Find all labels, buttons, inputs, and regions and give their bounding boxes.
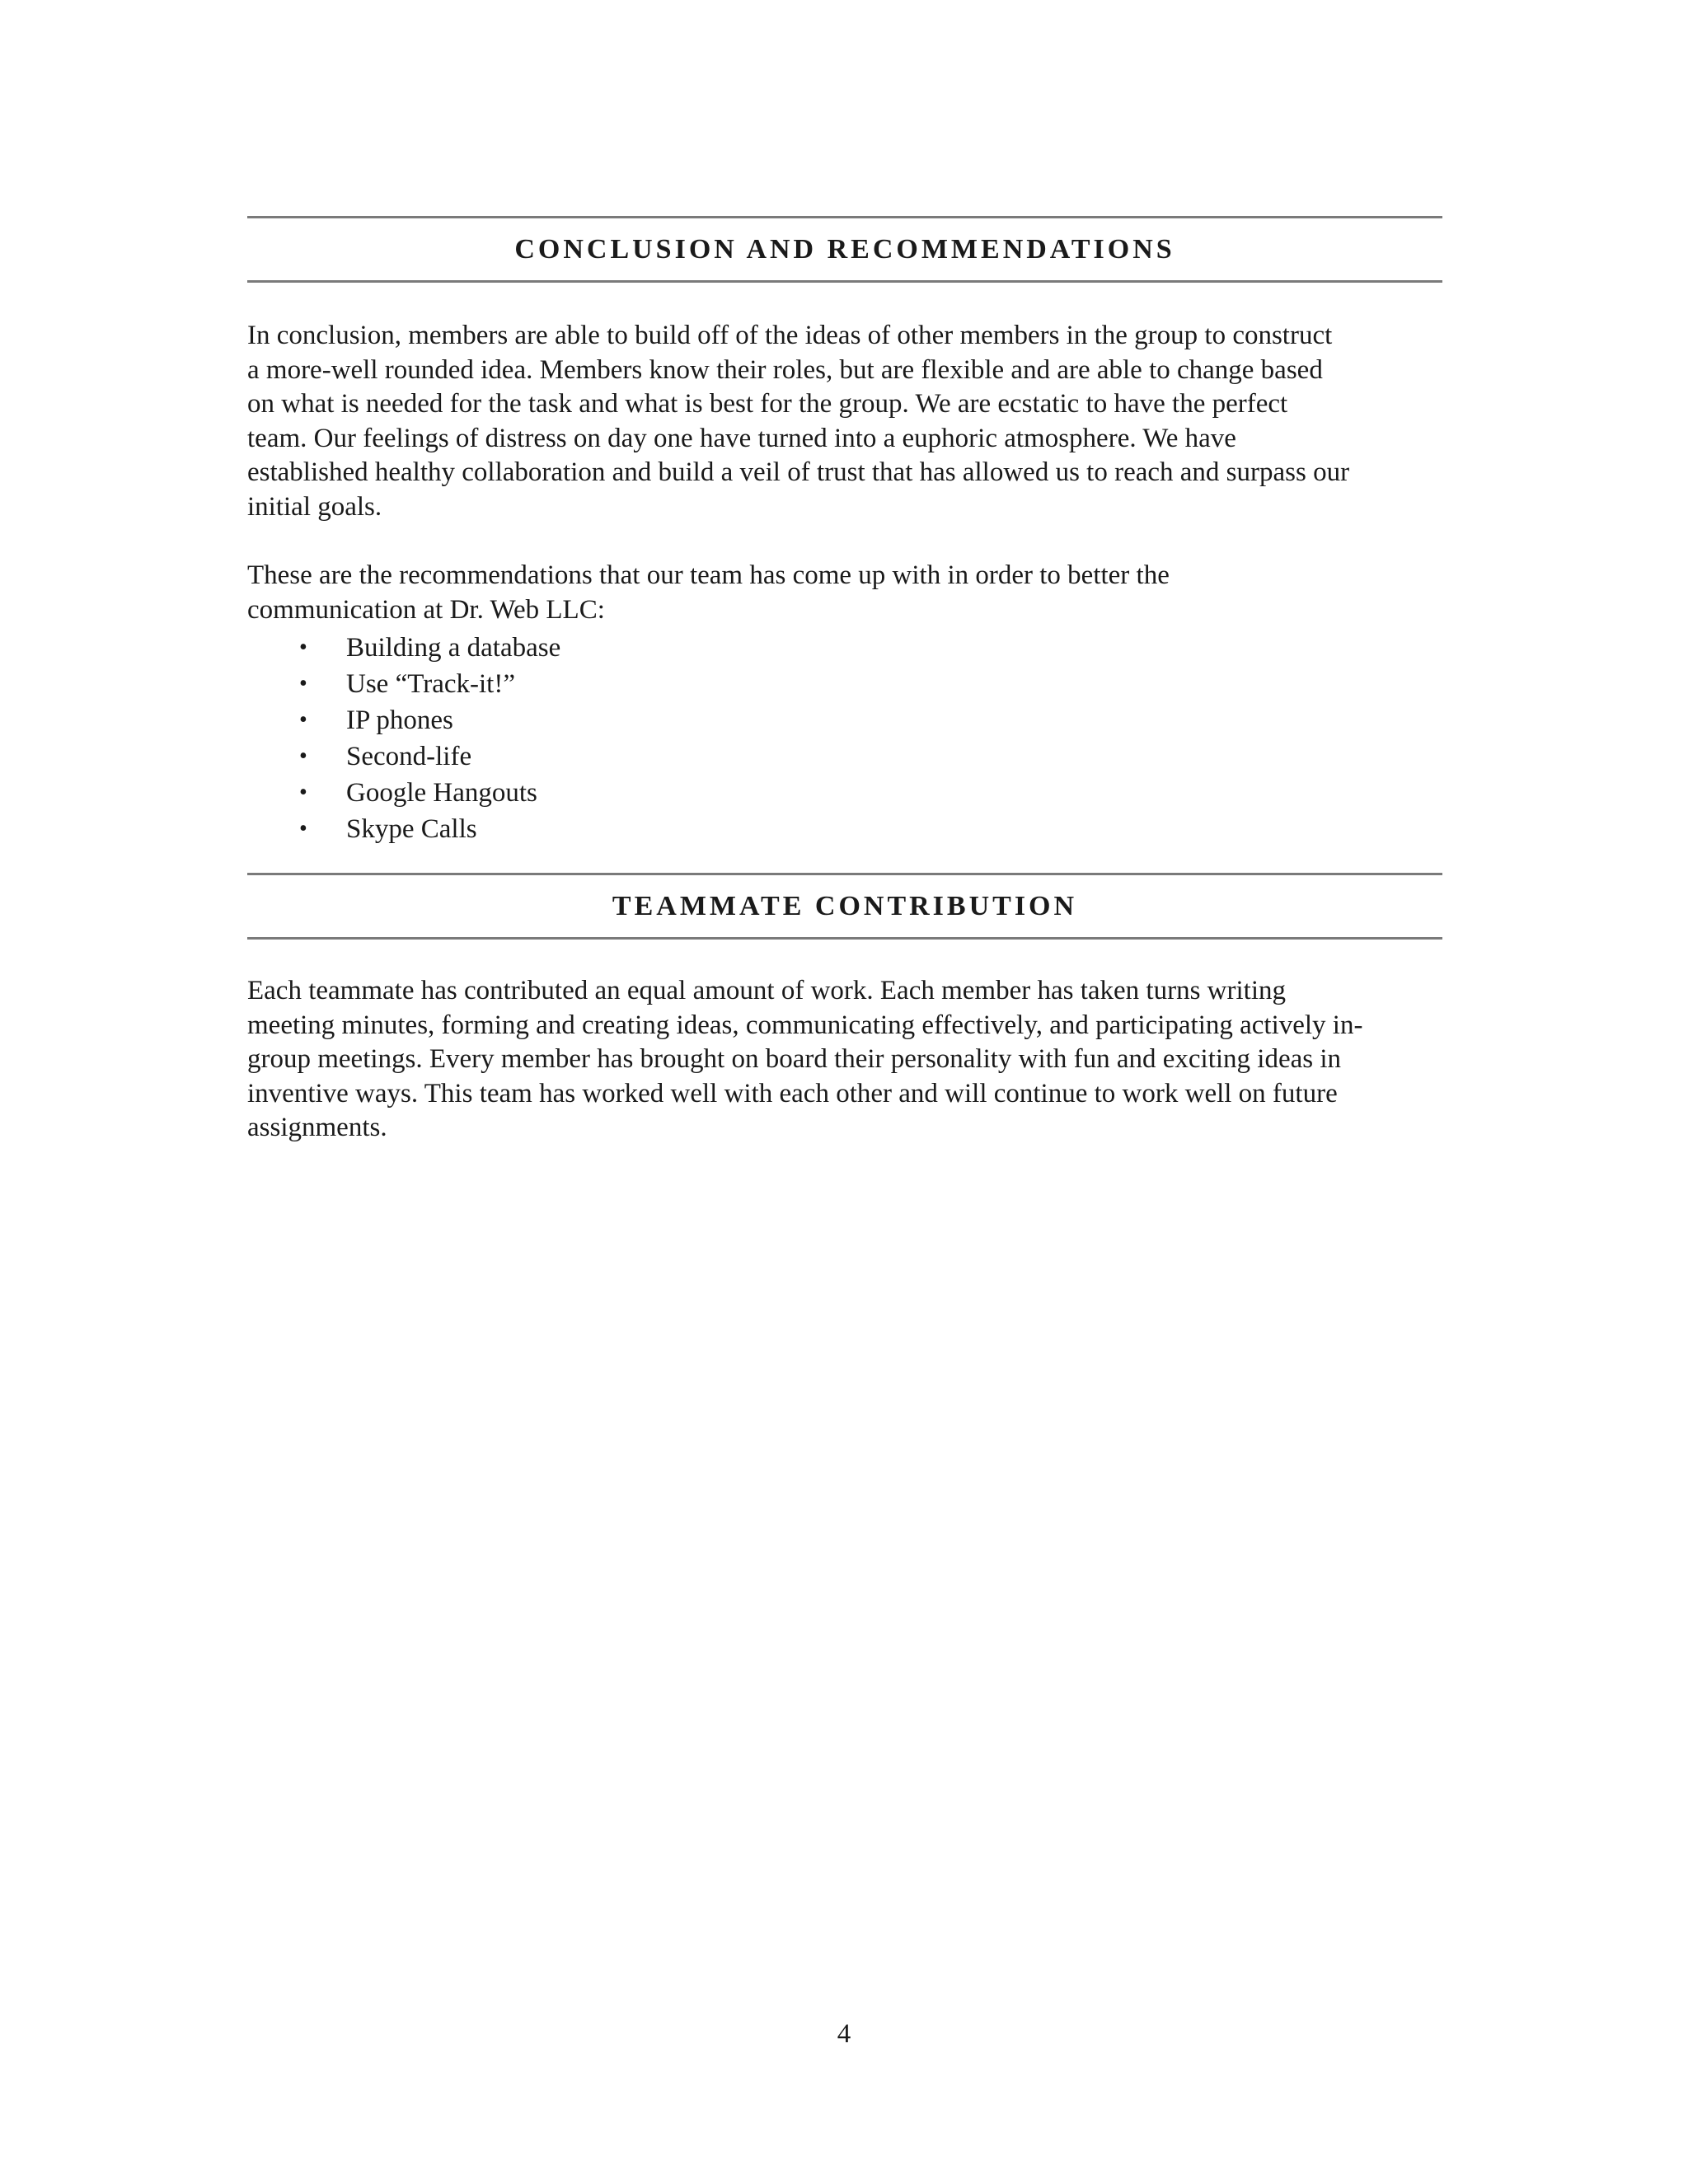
paragraph-line: established healthy collaboration and build a veil of trust that has allowed us to reach and surpass our: [247, 457, 1350, 487]
contribution-paragraph: [247, 974, 1442, 1146]
list-item-text: Google Hangouts: [346, 778, 537, 808]
list-item: [247, 666, 1442, 702]
section-title: TEAMMATE CONTRIBUTION: [612, 890, 1078, 921]
list-item: [247, 630, 1442, 666]
section-header-conclusion: [247, 216, 1442, 283]
bullet-icon: •: [299, 816, 307, 841]
paragraph-line: communication at Dr. Web LLC:: [247, 594, 605, 625]
paragraph-line: group meetings. Every member has brought on board their personality with fun and exciting ideas in: [247, 1044, 1342, 1074]
page-number: 4: [837, 2019, 851, 2049]
list-item-text: Second-life: [346, 742, 472, 771]
paragraph-line: assignments.: [247, 1113, 387, 1142]
paragraph-line: inventive ways. This team has worked well with each other and will continue to work well on future: [247, 1078, 1338, 1108]
list-item-text: IP phones: [346, 705, 453, 735]
bullet-icon: •: [299, 635, 307, 660]
paragraph-line: initial goals.: [247, 491, 382, 522]
list-item-text: Building a database: [346, 633, 561, 663]
bullet-icon: •: [299, 707, 307, 733]
paragraph-line: meeting minutes, forming and creating ideas, communicating effectively, and participating actively in-: [247, 1010, 1363, 1040]
list-item: [247, 811, 1442, 847]
bullet-icon: •: [299, 671, 307, 696]
page-content: [247, 216, 1442, 1146]
list-item: [247, 738, 1442, 775]
conclusion-paragraph: [247, 319, 1442, 524]
paragraph-line: on what is needed for the task and what is best for the group. We are ecstatic to have the perfect: [247, 389, 1288, 419]
paragraph-line: These are the recommendations that our team has come up with in order to better the: [247, 560, 1170, 590]
paragraph-line: Each teammate has contributed an equal amount of work. Each member has taken turns writing: [247, 976, 1286, 1005]
list-item-text: Skype Calls: [346, 814, 477, 844]
bullet-icon: •: [299, 743, 307, 769]
paragraph-line: In conclusion, members are able to build off of the ideas of other members in the group to construct: [247, 321, 1333, 350]
paragraph-line: a more-well rounded idea. Members know their roles, but are flexible and are able to change based: [247, 354, 1323, 385]
list-item-text: Use “Track-it!”: [346, 669, 515, 699]
recommendations-intro: [247, 559, 1442, 627]
recommendations-list: [247, 630, 1442, 847]
section-header-contribution: [247, 873, 1442, 940]
list-item: [247, 775, 1442, 811]
section-title: CONCLUSION AND RECOMMENDATIONS: [514, 233, 1175, 265]
paragraph-line: team. Our feelings of distress on day one have turned into a euphoric atmosphere. We have: [247, 423, 1236, 453]
bullet-icon: •: [299, 780, 307, 805]
list-item: [247, 702, 1442, 738]
